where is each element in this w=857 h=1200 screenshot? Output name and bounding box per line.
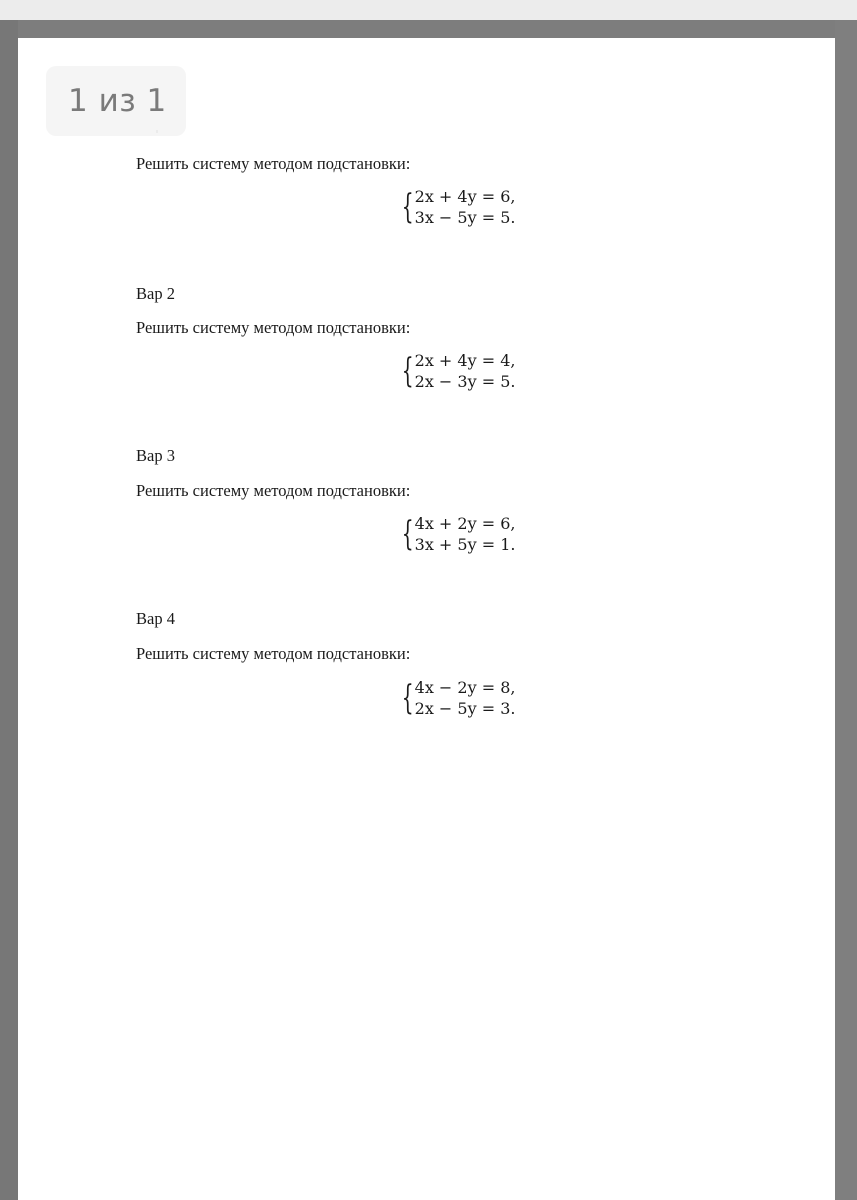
viewer-left-gutter (0, 20, 18, 1200)
equation-system (392, 186, 515, 228)
page-counter-text: 1 из 1 (68, 83, 167, 119)
left-brace: { (401, 514, 414, 554)
instruction-text: Решить систему методом подстановки: (136, 318, 411, 337)
equation-line: 3x + 5y = 1. (414, 535, 516, 554)
equation-line: 2x + 4y = 4, (414, 351, 516, 370)
left-brace: { (401, 678, 414, 718)
equation-system (392, 513, 515, 555)
variant-label: Вар 4 (136, 609, 175, 628)
equation-system (392, 350, 515, 392)
equation-line: 2x + 4y = 6, (414, 187, 516, 206)
instruction-text: Решить систему методом подстановки: (136, 481, 411, 500)
equation-system (392, 677, 515, 719)
variant-label: Вар 2 (136, 284, 175, 303)
instruction-text: Решить систему методом подстановки: (136, 644, 411, 663)
equation-line: 2x − 3y = 5. (414, 372, 516, 391)
equation-line: 2x − 5y = 3. (414, 699, 516, 718)
instruction-text: Решить систему методом подстановки: (136, 154, 411, 173)
viewer-top-bar (0, 0, 857, 20)
equation-line: 4x − 2y = 8, (414, 678, 516, 697)
viewer-right-gutter (835, 20, 857, 1200)
page-counter-badge (46, 66, 186, 136)
equation-line: 4x + 2y = 6, (414, 514, 516, 533)
variant-label: Вар 3 (136, 446, 175, 465)
left-brace: { (401, 351, 414, 391)
left-brace: { (401, 187, 414, 227)
equation-line: 3x − 5y = 5. (414, 208, 516, 227)
